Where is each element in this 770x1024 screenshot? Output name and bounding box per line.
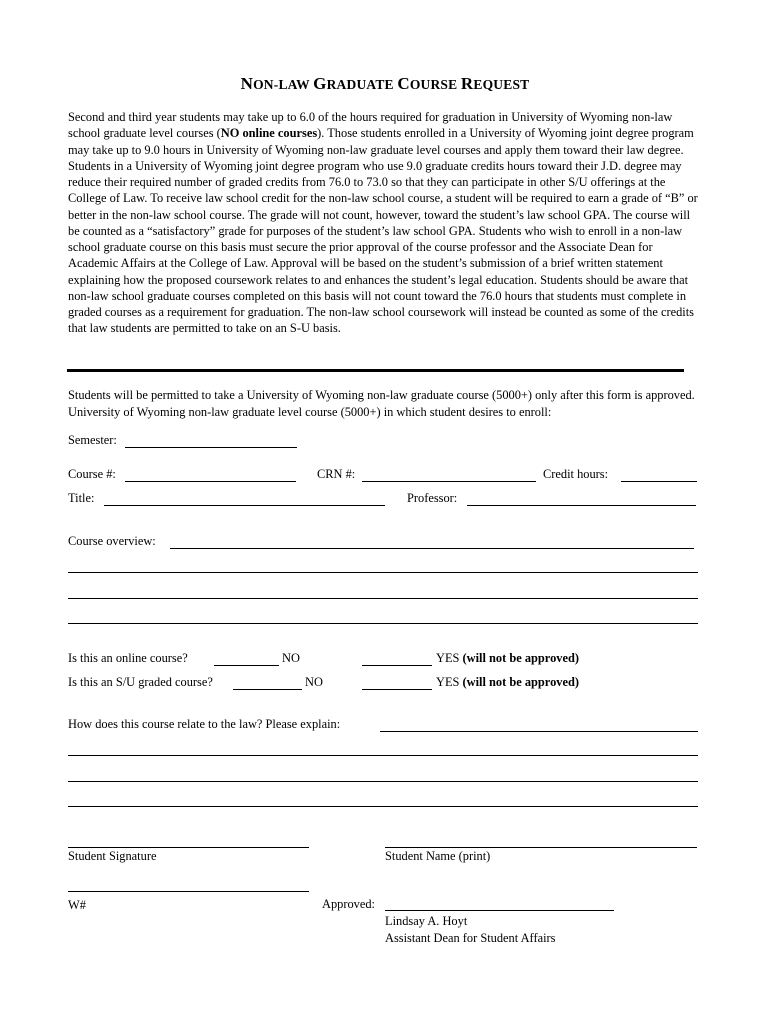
course-overview-field[interactable] (170, 534, 694, 549)
course-overview-label: Course overview: (68, 534, 156, 548)
intro-bold-text: NO online courses (220, 126, 318, 141)
su-no-label: NO (305, 675, 323, 689)
w-number-label: W# (68, 898, 86, 912)
section-divider (67, 369, 684, 372)
su-yes-field[interactable] (362, 675, 432, 690)
professor-label: Professor: (407, 491, 458, 505)
online-yes-label (436, 650, 579, 666)
course-title-field[interactable] (104, 491, 385, 506)
approver-name: Lindsay A. Hoyt (385, 914, 468, 928)
su-no-field[interactable] (233, 675, 302, 690)
online-no-field[interactable] (214, 651, 279, 666)
permission-paragraph: Students will be permitted to take a University of Wyoming non-law graduate course (5000+) only after this form is approved. University of Wyoming non-law graduate level course (5000+) in which student desires to enroll: (68, 388, 695, 419)
approval-signature-field[interactable] (385, 896, 614, 911)
relate-explanation-field[interactable] (68, 792, 698, 807)
online-no-label: NO (282, 651, 300, 665)
title-text: -LAW (273, 77, 314, 92)
course-number-field[interactable] (125, 467, 296, 482)
student-signature-field[interactable] (68, 833, 309, 848)
online-question-label: Is this an online course? (68, 651, 188, 665)
student-name-label: Student Name (print) (385, 849, 491, 863)
su-yes-note: (will not be approved) (462, 675, 579, 689)
intro-paragraph (68, 109, 702, 337)
online-yes-field[interactable] (362, 651, 432, 666)
su-question-label: Is this an S/U graded course? (68, 675, 213, 689)
su-yes-label (436, 674, 579, 690)
su-yes-text: YES (436, 675, 460, 689)
student-signature-label: Student Signature (68, 849, 157, 863)
intro-text: ). Those students enrolled in a University of Wyoming joint degree program may take up to 9.0 hours in University of Wyoming non-law graduate level courses and apply them toward their law degree. Students in a University of Wyoming joint degree program who use 9.0 graduate credits hours toward their J.D. degree may reduce their required number of graded credits from 76.0 to 73.0 so that they can participate in other S/U offerings at the College of Law. To receive law school credit for the non-law school course, a student will be required to earn a grade of “B” or better in the non-law school course. The grade will not count, however, toward the student’s law school GPA. The course will be counted as a “satisfactory” grade for purposes of the student’s law school GPA. Students who wish to enroll in a non-law school graduate course on this basis must secure the prior approval of the course professor and the Associate Dean for Academic Affairs at the College of Law. Approval will be based on the student’s submission of a brief written statement explaining how the proposed coursework relates to and enhances the student’s legal education. Students should be aware that non-law school graduate courses completed on this basis will not count toward the 76.0 hours that students must complete in graded courses as a requirement for graduation. The non-law school coursework will instead be counted as some of the credits that law students are permitted to take on an S-U basis. (68, 126, 698, 336)
course-overview-field[interactable] (68, 584, 698, 599)
w-number-field[interactable] (68, 877, 309, 892)
course-overview-field[interactable] (68, 558, 698, 573)
online-yes-text: YES (436, 651, 460, 665)
title-text: RADUATE (326, 77, 398, 92)
student-name-field[interactable] (385, 833, 697, 848)
approver-title: Assistant Dean for Student Affairs (385, 931, 556, 945)
crn-label: CRN #: (317, 467, 356, 481)
title-text: ON (253, 77, 274, 92)
professor-field[interactable] (467, 491, 696, 506)
course-title-label: Title: (68, 491, 95, 505)
title-text: EQUEST (473, 77, 530, 92)
online-yes-note: (will not be approved) (462, 651, 579, 665)
credit-hours-label: Credit hours: (543, 467, 609, 481)
title-text: G (313, 74, 327, 93)
relate-explanation-field[interactable] (68, 767, 698, 782)
relate-explanation-field[interactable] (380, 717, 698, 732)
relate-explanation-field[interactable] (68, 741, 698, 756)
semester-label: Semester: (68, 433, 117, 447)
course-overview-field[interactable] (68, 609, 698, 624)
credit-hours-field[interactable] (621, 467, 697, 482)
title-text: C (397, 74, 410, 93)
course-number-label: Course #: (68, 467, 116, 481)
approved-label: Approved: (322, 897, 375, 911)
title-text: N (240, 74, 254, 93)
title-text: R (460, 74, 474, 93)
title-text: OURSE (409, 77, 461, 92)
page-title (0, 74, 770, 94)
relate-question-label: How does this course relate to the law? Please explain: (68, 717, 341, 731)
semester-field[interactable] (125, 433, 297, 448)
crn-field[interactable] (362, 467, 536, 482)
intro-text: Second and third year students may take up to 6.0 of the hours required for graduation in University of Wyoming non-law school graduate level courses ( (68, 110, 673, 141)
